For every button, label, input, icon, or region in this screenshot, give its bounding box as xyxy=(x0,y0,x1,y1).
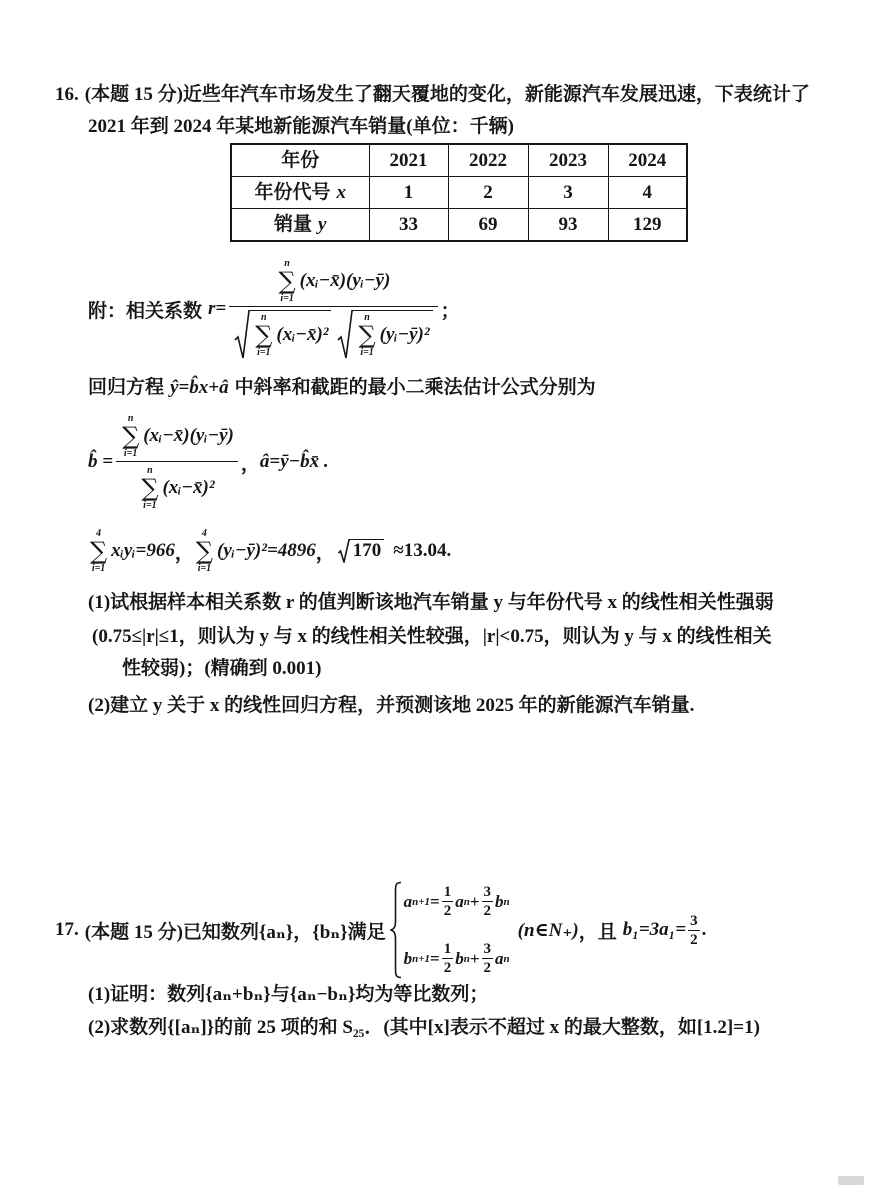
sum-lower-limit: i=1 xyxy=(143,500,157,511)
fraction-denominator: 2 xyxy=(690,931,698,948)
table-row-label xyxy=(231,177,369,209)
condition-fraction xyxy=(688,913,700,948)
q17-score: (本题 15 分) xyxy=(84,921,183,943)
eq-term-subscript: n xyxy=(463,895,470,908)
table-cell: 3 xyxy=(528,177,608,209)
eq-term: b xyxy=(495,891,504,911)
coefficient-fraction xyxy=(442,941,454,976)
q17-part1: (1)证明：数列{aₙ+bₙ}与{aₙ−bₙ}均为等比数列； xyxy=(88,984,489,1005)
q16-number: 16. xyxy=(55,84,79,105)
table-cell: 129 xyxy=(608,209,687,242)
fraction-denominator: 2 xyxy=(443,960,452,976)
correlation-formula xyxy=(88,258,460,360)
summation xyxy=(279,258,296,304)
sum-upper-limit: n xyxy=(127,413,134,424)
intercept-formula: â=ȳ−b̂x̄ . xyxy=(259,451,329,472)
slope-numerator-term: (xᵢ−x̄)(yᵢ−ȳ) xyxy=(143,425,234,446)
system-equation xyxy=(404,941,510,976)
radicand xyxy=(353,310,432,359)
correlation-fraction xyxy=(229,258,437,360)
denominator-term-x: (xᵢ−x̄)² xyxy=(276,324,329,345)
sigma-symbol: ∑ xyxy=(255,321,273,349)
sum-lower-limit: i=1 xyxy=(123,448,138,459)
intercept-separator: ， xyxy=(240,453,260,475)
fraction-numerator: 3 xyxy=(483,884,492,900)
table-row xyxy=(231,177,687,209)
q17-stem-text: 已知数列{aₙ}，{bₙ}满足 xyxy=(182,921,386,943)
fraction-numerator: 3 xyxy=(483,941,492,957)
sum-upper-limit: n xyxy=(284,258,290,269)
sqrt-approximation: ≈13.04. xyxy=(393,540,452,561)
sigma-symbol: ∑ xyxy=(122,422,140,450)
square-root xyxy=(337,310,432,360)
eq-lhs: a xyxy=(403,891,413,911)
eq-term: a xyxy=(455,891,464,911)
coefficient-fraction xyxy=(442,884,454,919)
sum-lower-limit: i=1 xyxy=(257,347,271,358)
table-cell: 2022 xyxy=(448,144,528,177)
q17-stem xyxy=(55,880,706,980)
fraction-denominator: 2 xyxy=(443,903,452,919)
sales-table xyxy=(230,143,688,242)
eq-plus: + xyxy=(469,948,480,968)
system-equation xyxy=(404,884,510,919)
equation-system xyxy=(404,884,510,976)
given-separator: ， xyxy=(315,542,335,564)
summation xyxy=(255,312,272,358)
sigma-symbol: ∑ xyxy=(358,321,376,349)
given-sum-yy: (yᵢ−ȳ)²=4896 xyxy=(217,540,316,561)
sum-lower-limit: i=1 xyxy=(280,293,294,304)
q16-part1-line-3: 性较弱)；(精确到 0.001) xyxy=(122,658,322,679)
square-root xyxy=(234,310,331,360)
summation xyxy=(141,465,158,511)
given-values xyxy=(88,528,451,574)
row-label-text: 销量 xyxy=(274,214,313,235)
given-separator: ， xyxy=(174,542,194,564)
table-cell: 2021 xyxy=(369,144,448,177)
sigma-symbol: ∑ xyxy=(195,537,213,565)
denominator-term-y: (yᵢ−ȳ)² xyxy=(379,324,430,345)
table-cell: 33 xyxy=(369,209,448,242)
q17-part2: (2)求数列{[aₙ]}的前 25 项的和 S₂₅．(其中[x]表示不超过 x 的最大整数，如[1.2]=1) xyxy=(88,1017,760,1038)
eq-term: a xyxy=(495,948,504,968)
correlation-suffix: ； xyxy=(440,300,460,322)
table-row xyxy=(231,209,687,242)
fraction-numerator: 3 xyxy=(690,912,698,929)
eq-lhs-subscript: n+1 xyxy=(412,895,431,908)
numerator-term: (xᵢ−x̄)(yᵢ−ȳ) xyxy=(299,270,391,291)
sum-lower-limit: i=1 xyxy=(197,563,212,574)
eq-equals: = xyxy=(430,891,440,911)
row-label-variable: x xyxy=(336,182,346,203)
sum-upper-limit: n xyxy=(261,312,267,323)
q16-line-2: 2021 年到 2024 年某地新能源汽车销量(单位：千辆) xyxy=(88,116,514,137)
regression-equation: ŷ=b̂x+â xyxy=(170,377,229,398)
coefficient-fraction xyxy=(482,941,494,976)
q16-part2: (2)建立 y 关于 x 的线性回归方程，并预测该地 2025 年的新能源汽车销量. xyxy=(88,695,695,716)
fraction-denominator xyxy=(116,462,238,511)
fraction-numerator xyxy=(116,413,238,462)
summation xyxy=(196,528,213,574)
condition-domain: (n∈N₊) xyxy=(517,919,579,941)
eq-term-subscript: n xyxy=(503,952,510,965)
fraction-denominator: 2 xyxy=(483,960,492,976)
fraction-numerator: 1 xyxy=(443,941,452,957)
fraction-numerator: 1 xyxy=(443,884,452,900)
sum-lower-limit: i=1 xyxy=(360,347,374,358)
radicand: 170 xyxy=(350,539,385,562)
correlation-prefix: 附：相关系数 xyxy=(88,300,203,322)
fraction-denominator: 2 xyxy=(483,903,492,919)
table-row-label xyxy=(231,144,369,177)
given-sum-xy: xᵢyᵢ=966 xyxy=(111,540,175,561)
table-cell: 69 xyxy=(448,209,528,242)
row-label-text: 年份代号 xyxy=(254,182,331,203)
regression-intro-prefix: 回归方程 xyxy=(88,377,165,398)
summation xyxy=(90,528,107,574)
sigma-symbol: ∑ xyxy=(90,537,108,565)
watermark-logo xyxy=(838,1176,864,1185)
table-cell: 93 xyxy=(528,209,608,242)
table-row xyxy=(231,144,687,177)
condition-lhs: b₁=3a₁= xyxy=(622,919,687,940)
regression-intro xyxy=(88,376,596,400)
sum-lower-limit: i=1 xyxy=(91,563,106,574)
condition-end: . xyxy=(701,919,707,940)
eq-plus: + xyxy=(469,891,480,911)
fraction-denominator xyxy=(229,307,437,360)
slope-fraction xyxy=(116,413,238,511)
slope-denominator-term: (xᵢ−x̄)² xyxy=(162,477,215,498)
table-cell: 2023 xyxy=(528,144,608,177)
table-cell: 2 xyxy=(448,177,528,209)
table-cell: 4 xyxy=(608,177,687,209)
q16-part1-line-2: (0.75≤|r|≤1，则认为 y 与 x 的线性相关性较强，|r|<0.75，则认为 y 与 x 的线性相关 xyxy=(92,626,772,647)
eq-lhs: b xyxy=(403,948,413,968)
left-brace-icon xyxy=(390,881,402,979)
summation xyxy=(358,312,375,358)
square-root xyxy=(338,539,385,563)
coefficient-fraction xyxy=(482,884,494,919)
sum-upper-limit: 4 xyxy=(201,528,207,539)
q16-line-1 xyxy=(55,83,810,107)
sum-upper-limit: n xyxy=(364,312,370,323)
eq-lhs-subscript: n+1 xyxy=(412,952,431,965)
fraction-numerator xyxy=(229,258,437,307)
condition-separator: ，且 xyxy=(578,921,617,943)
sigma-symbol: ∑ xyxy=(278,267,296,295)
q16-score: (本题 15 分) xyxy=(84,84,183,105)
row-label-variable: y xyxy=(318,214,327,235)
q16-intro-line-1: 近些年汽车市场发生了翻天覆地的变化，新能源汽车发展迅速，下表统计了 xyxy=(182,84,810,105)
sigma-symbol: ∑ xyxy=(141,474,159,502)
table-row-label xyxy=(231,209,369,242)
q16-part1-line-1: (1)试根据样本相关系数 r 的值判断该地汽车销量 y 与年份代号 x 的线性相关性强弱 xyxy=(88,592,774,613)
q17-number: 17. xyxy=(55,919,79,940)
sum-upper-limit: n xyxy=(147,465,153,476)
table-cell: 1 xyxy=(369,177,448,209)
slope-lhs: b̂ = xyxy=(88,451,114,472)
regression-intro-suffix: 中斜率和截距的最小二乘法估计公式分别为 xyxy=(234,377,596,398)
correlation-lhs: r= xyxy=(208,298,227,319)
least-squares-formula xyxy=(88,413,329,511)
row-label-text: 年份 xyxy=(281,150,320,171)
eq-term: b xyxy=(455,948,464,968)
eq-equals: = xyxy=(430,948,440,968)
sum-upper-limit: 4 xyxy=(96,528,102,539)
radical-sign-icon xyxy=(337,310,353,360)
table-cell: 2024 xyxy=(608,144,687,177)
eq-term-subscript: n xyxy=(463,952,470,965)
radicand xyxy=(250,310,331,359)
radical-sign-icon xyxy=(338,539,350,563)
radical-sign-icon xyxy=(234,310,250,360)
eq-term-subscript: n xyxy=(503,895,510,908)
summation xyxy=(122,413,139,459)
